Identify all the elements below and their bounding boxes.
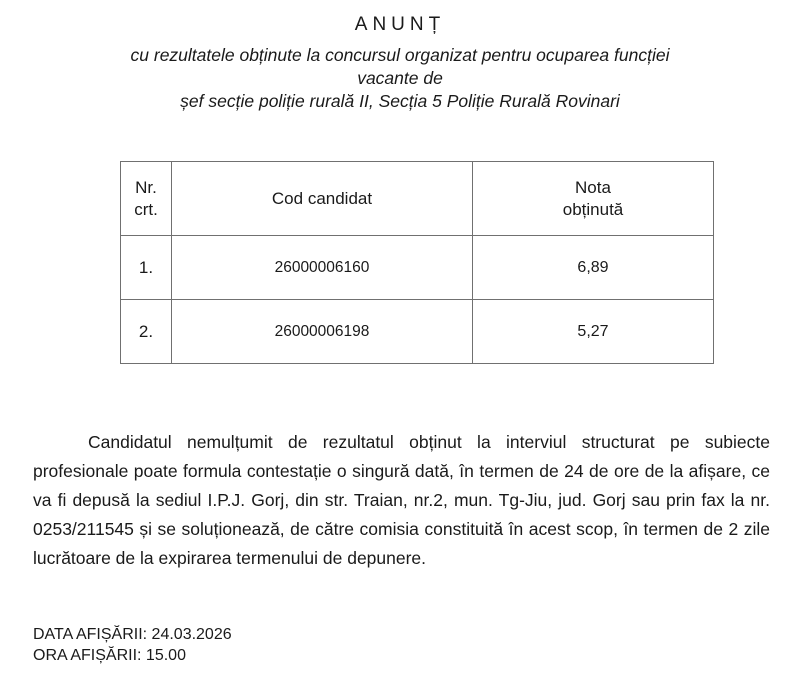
subtitle-line-3: șef secție poliție rurală II, Secția 5 Poliție Rurală Rovinari (180, 91, 620, 111)
header-nr-line1: Nr. (135, 177, 157, 197)
table-header-row (121, 162, 714, 236)
posting-date: DATA AFIȘĂRII: 24.03.2026 (33, 626, 232, 643)
row-cod-candidat: 26000006198 (172, 300, 473, 364)
contestation-paragraph: Candidatul nemulțumit de rezultatul obținut la interviul structurat pe subiecte profesionale poate formula contestație o singură dată, în termen de 24 de ore de la afișare, ce va fi depusă la sediul I.P.J. Gorj, din str. Traian, nr.2, mun. Tg-Jiu, jud. Gorj sau prin fax la nr. 0253/211545 și se soluționează, de către comisia constituită în acest scop, în termen de 2 zile lucrătoare de la expirarea termenului de depunere. (33, 432, 770, 568)
header-cod-candidat: Cod candidat (172, 162, 473, 236)
header-nr-line2: crt. (134, 199, 158, 219)
row-nr: 1. (121, 236, 172, 300)
row-nr: 2. (121, 300, 172, 364)
subtitle-line-2: vacante de (357, 68, 443, 88)
subtitle (0, 44, 800, 113)
table-row (121, 300, 714, 364)
row-nota: 6,89 (473, 236, 714, 300)
header-nota-line2: obținută (562, 199, 624, 219)
results-table (120, 161, 714, 364)
subtitle-line-1: cu rezultatele obținute la concursul organizat pentru ocuparea funcției (130, 45, 670, 65)
table-row (121, 236, 714, 300)
row-nota: 5,27 (473, 300, 714, 364)
page-title: ANUNȚ (354, 14, 446, 35)
row-cod-candidat: 26000006160 (172, 236, 473, 300)
header-nota-obtinuta (473, 162, 714, 236)
posting-time: ORA AFIȘĂRII: 15.00 (33, 647, 186, 664)
header-nr-crt (121, 162, 172, 236)
posting-info (33, 624, 232, 666)
header-nota-line1: Nota (575, 177, 611, 197)
